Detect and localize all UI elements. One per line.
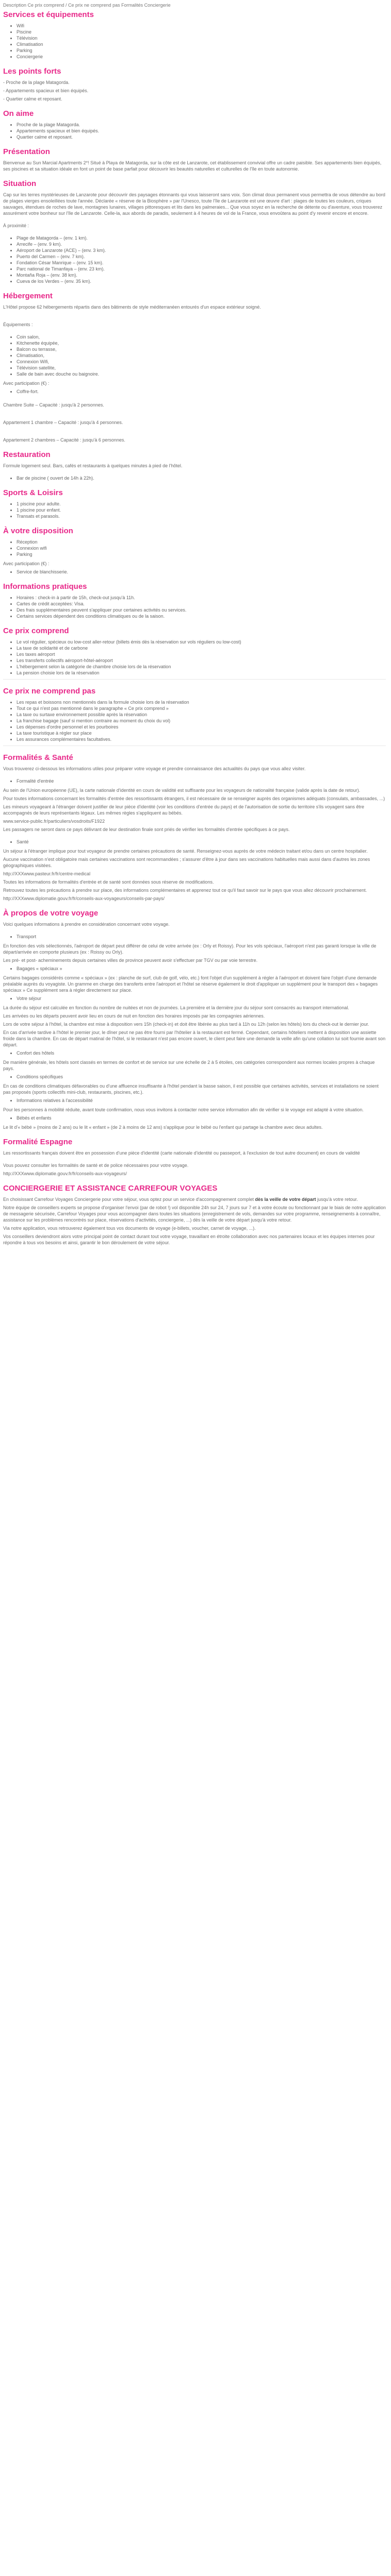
formalite-espagne-title: Formalité Espagne — [3, 1138, 73, 1146]
propos-intro: Voici quelques informations à prendre en considération concernant votre voyage. — [3, 922, 170, 927]
divider — [3, 745, 386, 746]
mobilite-text: Pour les personnes à mobilité réduite, avant toute confirmation, nous vous invitons à contacter notre service information afin de vérifier si le voyage est adapté à votre situation. — [3, 1107, 364, 1112]
list-item: • L'hébergement selon la catégorie de chambre choisie lors de la réservation — [17, 664, 386, 670]
point-fort: - Quartier calme et reposant. — [3, 96, 62, 101]
list-item: • Salle de bain avec douche ou baignoire. — [17, 371, 386, 377]
list-item: • Parc national de Timanfaya – (env. 23 km). — [17, 266, 386, 272]
formalites-title: Formalités & Santé — [3, 753, 73, 762]
list-item: • Connexion Wifi, — [17, 359, 386, 365]
list-item: • Arrecife – (env. 9 km). — [17, 241, 386, 247]
participation-list — [3, 569, 386, 575]
sejour-text: La durée du séjour est calculée en fonction du nombre de nuitées et non de journées. La première et la dernière jour du séjour sont consacrés au transport international. — [3, 1005, 349, 1010]
equipements-label: Équipements : — [3, 322, 33, 327]
formalites-text: Pour toutes informations concernant les formalités d'entrée des ressortissants étrangers, il est nécessaire de se renseigner auprès des organismes adéquats (consulats, ambassades, ...) — [3, 796, 385, 801]
list-item: • Certains services dépendent des conditions climatiques ou de la saison. — [17, 613, 386, 619]
list-item: • Votre séjour — [17, 995, 386, 1002]
appartement-2: Appartement 2 chambres – Capacité : jusqu'à 6 personnes. — [3, 437, 125, 443]
list-item: • Wifi — [17, 23, 386, 29]
conciergerie-text: Vos conseillers deviendront alors votre principal point de contact durant tout votre voyage, travaillant en étroite collaboration avec nos partenaires locaux et les équipes internes pour répondre à tous vos besoins et ainsi, garantir le bon déroulement de votre séjour. — [3, 1234, 375, 1245]
list-item: • Transport — [17, 934, 386, 940]
proximite-list — [3, 235, 386, 284]
list-item: • Connexion wifi — [17, 545, 386, 551]
sejour-text: En cas d'arrivée tardive à l'hôtel le premier jour, le dîner peut ne pas être fourni par l'hôtelier à la restaurant est fermé. Cependant, certains hôteliers mettent à disposition une assiette froide dans la chambre. En cas de départ matinal de l'hôtel, si le restaurant n'est pas encore ouvert, le client peut faire une demande la veille afin qu'une collation lui soit fournie avant son départ. — [3, 1030, 386, 1047]
list-item: • Les repas et boissons non mentionnés dans la formule choisie lors de la réservation — [17, 699, 386, 705]
presentation-text: Bienvenue au Sun Marcial Apartments 2*! Situé à Playa de Matagorda, sur la côte est de Lanzarote, cet établissement convivial offre un cadre paisible. Ses appartements bien équipés, ses piscines et sa situation idéale en font un point de base parfait pour découvrir les beautés naturelles et culturelles de l'île en toute autonomie. — [3, 160, 382, 172]
conciergerie-text: Notre équipe de conseillers experts se propose d'organiser l'envoi (par de robot !) vol disponible 24h sur 24, 7 jours sur 7 et à votre écoute ou fonctionnant par le biais de notre application de messagerie sécurisée, Carrefour Voyages pour vous accompagner dans toutes les situations (enregistrement de vols, demandes sur votre programme, renseignements à connaître, assistance sur les problèmes rencontrés sur place, réservations d'activités, conciergerie, ...) dès la veille de votre départ jusqu'à votre retour. — [3, 1205, 386, 1223]
list-item: • Kitchenette équipée, — [17, 340, 386, 346]
list-item: • Proche de la plage Matagorda. — [17, 122, 386, 128]
list-item: • Conditions spécifiques — [17, 1074, 386, 1080]
services-title: Services et équipements — [3, 10, 94, 19]
conditions-list — [3, 1074, 386, 1080]
hebergement-text: L'Hôtel propose 62 hébergements répartis dans des bâtiments de style méditerranéen entourés d'un espace extérieur soigné. — [3, 304, 261, 310]
participation-list — [3, 388, 386, 395]
list-item: • Aéroport de Lanzarote (ACE) – (env. 3 km). — [17, 247, 386, 253]
list-item: • Climatisation, — [17, 352, 386, 359]
list-item: • Piscine — [17, 29, 386, 35]
disposition-list — [3, 539, 386, 557]
prix-comprend-list — [3, 639, 386, 676]
list-item: • La taxe ou surtaxe environnement possible après la réservation — [17, 711, 386, 718]
list-item: • Réception — [17, 539, 386, 545]
sejour-text: Lors de votre séjour à l'hôtel, la chambre est mise à disposition vers 15h (check-in) et doit être libérée au plus tard à 11h ou 12h (selon les hôtels) lors du check-out le dernier jour. — [3, 1022, 369, 1027]
services-list — [3, 23, 386, 60]
appartement-1: Appartement 1 chambre – Capacité : jusqu'à 4 personnes. — [3, 420, 123, 425]
situation-text: Cap sur les terres mystérieuses de Lanzarote pour découvrir des paysages étonnants qui vous laisseront sans voix. Son climat doux permanent vous permettra de vous détendre au bord de plages vierges ensoleillées toute l'année. Déclarée « réserve de la Biosphère » par l'Unesco, toute l'île de Lanzarote est une œuvre d'art : plages de toutes les couleurs, criques sauvages, étendues de roches de lave, montagnes lunaires, villages pittoresques et lits dans les palmeraies... Que vous soyez en la recherche de détente ou d'aventure, vous trouverez assurément votre bonheur sur l'île de Lanzarote. Celle-la, aux abords de paradis, seulement à 4 heures de vol de la France, vous envoûtera au point d'y revenir encore et encore. — [3, 192, 385, 216]
formalites-text: Au sein de l'Union européenne (UE), la carte nationale d'identité en cours de validité est suffisante pour les voyageurs de nationalité française (valide après la date de retour). — [3, 788, 361, 793]
conciergerie-text — [3, 1196, 386, 1202]
list-item: • Bar de piscine ( ouvert de 14h à 22h). — [17, 475, 386, 481]
presentation-title: Présentation — [3, 147, 50, 156]
sante-list — [3, 839, 386, 845]
sante-text: Aucune vaccination n'est obligatoire mais certaines vaccinations sont recommandées ; s'assurer d'être à jour dans ses vaccinations habituelles mais aussi dans d'autres les zones géographiques visitées. — [3, 857, 370, 868]
list-item: • Fondation César Manrique – (env. 15 km). — [17, 260, 386, 266]
conciergerie-text: Via notre application, vous retrouverez également tous vos documents de voyage (e-billets, voucher, carnet de voyage, ...). — [3, 1226, 256, 1231]
list-item: • Télévision satellite, — [17, 365, 386, 371]
on-aime-title: On aime — [3, 109, 34, 118]
transport-text: Les pré- et post- acheminements depuis certaines villes de province peuvent avoir s'effectuer par TGV ou par voie terrestre. — [3, 958, 258, 963]
list-item: • Des frais supplémentaires peuvent s'appliquer pour certaines activités ou services. — [17, 607, 386, 613]
formalite-espagne-text: Les ressortissants français doivent être en possession d'une pièce d'identité (carte nationale d'identité ou passeport, à l'exclusion de tout autre document) en cours de validité — [3, 1150, 360, 1156]
situation-title: Situation — [3, 179, 37, 188]
formalite-espagne-link[interactable]: http://XXXwww.diplomatie.gouv.fr/fr/conseils-aux-voyageurs/ — [3, 1171, 127, 1176]
list-item: • La franchise bagage (sauf si mention contraire au moment du choix du vol) — [17, 718, 386, 724]
confort-list — [3, 1050, 386, 1056]
propos-title: À propos de votre voyage — [3, 909, 99, 918]
restauration-title: Restauration — [3, 450, 51, 459]
sports-list — [3, 501, 386, 519]
restauration-list — [3, 475, 386, 481]
sante-link[interactable]: http://XXXwww.pasteur.fr/fr/centre-medical — [3, 871, 91, 876]
list-item: • Les assurances complémentaires facultatives. — [17, 736, 386, 742]
on-aime-list — [3, 122, 386, 140]
hebergement-title: Hébergement — [3, 292, 53, 300]
bagages-list — [3, 965, 386, 972]
sante-link[interactable]: http://XXXwww.diplomatie.gouv.fr/fr/conseils-aux-voyageurs/conseils-par-pays/ — [3, 896, 165, 901]
sante-text: Toutes les informations de formalités d'entrée et de santé sont données sous réserve de modifications. — [3, 879, 214, 885]
formalite-espagne-text: Vous pouvez consulter les formalités de santé et de police nécessaires pour votre voyage. — [3, 1163, 189, 1168]
transport-text: En fonction des vols sélectionnés, l'aéroport de départ peut différer de celui de votre arrivée (ex : Orly et Roissy). Pour les vols spéciaux, l'aéroport n'est pas garanti lorsque la ville de départ/arrivée en comporte plusieurs (ex : Roissy ou Orly). — [3, 943, 377, 955]
point-fort: - Proche de la plage Matagorda. — [3, 80, 70, 85]
list-item: • Puerto del Carmen – (env. 7 km). — [17, 253, 386, 260]
list-item: • La pension choisie lors de la réservation — [17, 670, 386, 676]
restauration-text: Formule logement seul. Bars, cafés et restaurants à quelques minutes à pied de l'hôtel. — [3, 463, 183, 468]
bebes-list — [3, 1115, 386, 1121]
list-item: • Horaires : check-in à partir de 15h, check-out jusqu'à 11h. — [17, 595, 386, 601]
list-item: • Bébés et enfants — [17, 1115, 386, 1121]
list-item: • Les transferts collectifs aéroport-hôtel-aéroport — [17, 657, 386, 664]
list-item: • Le vol régulier, spécieux ou low-cost aller-retour (billets émis dès la réservation sur vols réguliers ou low-cost) — [17, 639, 386, 645]
list-item: • Parking — [17, 551, 386, 557]
prix-non-comprend-title: Ce prix ne comprend pas — [3, 687, 96, 696]
list-item: • Cueva de los Verdes – (env. 35 km). — [17, 278, 386, 284]
formalites-intro: Vous trouverez ci-dessous les informations utiles pour préparer votre voyage et prendre connaissance des actualités du pays que vous allez visiter. — [3, 766, 306, 771]
disposition-title: À votre disposition — [3, 527, 73, 535]
list-item: • Plage de Matagorda – (env. 1 km). — [17, 235, 386, 241]
sejour-list — [3, 995, 386, 1002]
list-item: • Montaña Roja – (env. 38 km). — [17, 272, 386, 278]
list-item: • La taxe de solidarité et de carbone — [17, 645, 386, 651]
confort-text: De manière générale, les hôtels sont classés en termes de confort et de service sur une échelle de 2 à 5 étoiles, ces catégories correspondent aux normes locales propres à chaque pays. — [3, 1060, 375, 1071]
list-item: • Quartier calme et reposant. — [17, 134, 386, 140]
list-item: • Service de blanchisserie. — [17, 569, 386, 575]
list-item: • Coin salon, — [17, 334, 386, 340]
list-item: • 1 piscine pour enfant. — [17, 507, 386, 513]
list-item: • Coffre-fort. — [17, 388, 386, 395]
list-item: • La taxe touristique à régler sur place — [17, 730, 386, 736]
list-item: • Les dépenses d'ordre personnel et les pourboires — [17, 724, 386, 730]
list-item: • Conciergerie — [17, 54, 386, 60]
prix-non-comprend-list — [3, 699, 386, 742]
formalites-link[interactable]: www.service-public.fr/particuliers/vosdroits/F1922 — [3, 819, 105, 824]
list-item: • Climatisation — [17, 41, 386, 47]
list-item: • 1 piscine pour adulte. — [17, 501, 386, 507]
list-item: • Tout ce qui n'est pas mentionné dans le paragraphe « Ce prix comprend » — [17, 705, 386, 711]
conciergerie-text-c: jusqu'à votre retour. — [316, 1197, 358, 1202]
mobilite-list — [3, 1097, 386, 1104]
bagages-text: Certains bagages considérés comme « spéciaux » (ex : planche de surf, club de golf, vélo, etc.) font l'objet d'un supplément à régler à l'aéroport et doivent faire l'objet d'une demande préalable auprès du voyagiste. Un gramme en charge des transferts entre l'aéroport et l'hôtel se réserve également le droit d'appliquer un supplément pour le transport des « bagages spéciaux » Ce supplément sera à régler directement sur place. — [3, 975, 378, 993]
page-content — [0, 0, 391, 1246]
formalites-text: Les passagers ne seront dans ce pays délivrant de leur destination finale sont priés de vérifier les formalités d'entrée spécifiques à ce pays. — [3, 827, 290, 832]
conciergerie-text-a: En choisissant Carrefour Voyages Conciergerie pour votre séjour, vous optez pour un service d'accompagnement complet — [3, 1197, 255, 1202]
proximite-label: À proximité : — [3, 223, 29, 228]
formalites-text: Les mineurs voyageant à l'étranger doivent justifier de leur pièce d'identité (voir les conditions d'entrée du pays) et de l'autorisation de sortie du territoire s'ils voyagent sans être accompagnés de leurs représentants légaux. Les mêmes règles s'appliquent au bébés. — [3, 804, 364, 816]
participation-label: Avec participation (€) : — [3, 561, 50, 566]
list-item: • Confort des hôtels — [17, 1050, 386, 1056]
sports-title: Sports & Loisirs — [3, 488, 63, 497]
list-item: • Informations relatives à l'accessibilité — [17, 1097, 386, 1104]
infos-list — [3, 595, 386, 619]
prix-comprend-title: Ce prix comprend — [3, 626, 69, 635]
list-item: • Parking — [17, 47, 386, 54]
page-intro: Description Ce prix comprend / Ce prix ne comprend pas Formalités Conciergerie — [3, 3, 171, 8]
sante-text: Retrouvez toutes les précautions à prendre sur place, des informations complémentaires et apprenez tout ce qu'il faut savoir sur le pays que vous allez découvrir prochainement. — [3, 888, 367, 893]
points-forts-title: Les points forts — [3, 67, 61, 76]
divider — [3, 679, 386, 680]
list-item: • Les taxes aéroport — [17, 651, 386, 657]
list-item: • Cartes de crédit acceptées: Visa. — [17, 601, 386, 607]
list-item: • Formalité d'entrée — [17, 778, 386, 784]
list-item: • Balcon ou terrasse, — [17, 346, 386, 352]
equipements-list — [3, 334, 386, 377]
point-fort: - Appartements spacieux et bien équipés. — [3, 88, 89, 93]
list-item: • Appartements spacieux et bien équipés. — [17, 128, 386, 134]
infos-title: Informations pratiques — [3, 582, 87, 591]
conditions-text: En cas de conditions climatiques défavorables ou d'une affluence insuffisante à l'hôtel pendant la basse saison, il est possible que certaines activités, services et installations ne soient pas proposés (sports collectifs mini-club, restaurants, piscines, etc.). — [3, 1083, 379, 1095]
list-item: • Santé — [17, 839, 386, 845]
conciergerie-title: CONCIERGERIE ET ASSISTANCE CARREFOUR VOYAGES — [3, 1184, 218, 1193]
list-item: • Transats et parasols. — [17, 513, 386, 519]
formalites-list — [3, 778, 386, 784]
chambre-suite: Chambre Suite – Capacité : jusqu'à 2 personnes. — [3, 402, 104, 408]
list-item: • Bagages « spéciaux » — [17, 965, 386, 972]
sante-text: Un séjour à l'étranger implique pour tout voyageur de prendre certaines précautions de santé. Renseignez-vous auprès de votre médecin traitant et/ou dans un centre hospitalier. — [3, 849, 368, 854]
list-item: • Télévision — [17, 35, 386, 41]
transport-list — [3, 934, 386, 940]
sejour-text: Les arrivées ou les départs peuvent avoir lieu en cours de nuit en fonction des horaires imposés par les compagnies aériennes. — [3, 1013, 265, 1019]
participation-label: Avec participation (€) : — [3, 381, 50, 386]
conciergerie-text-bold: dès la veille de votre départ — [255, 1197, 316, 1202]
bebes-text: Le lit d'« bébé » (moins de 2 ans) ou le lit « enfant » (de 2 à moins de 12 ans) s'applique pour le bébé ou l'enfant qui partage la chambre avec deux adultes. — [3, 1125, 323, 1130]
